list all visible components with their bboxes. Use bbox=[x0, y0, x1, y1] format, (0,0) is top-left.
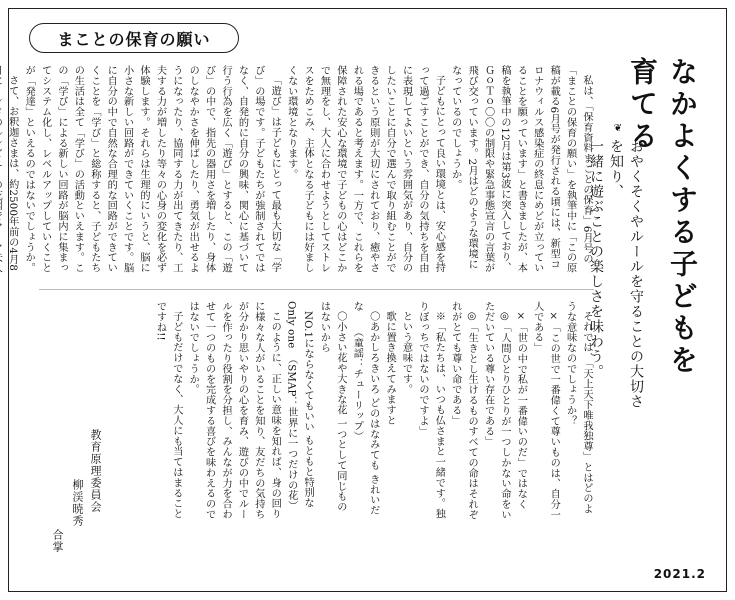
document-page bbox=[8, 8, 727, 592]
flower-sprig-icon: ❦ bbox=[613, 122, 623, 134]
body-paragraph: 私は、「保育資料まことの保育」6月号の「まことの保育の願い」を執筆中に「この原稿が載る6月号が発行される頃には、新型コロナウィルス感染症の終息にめどが立っていることを願っています」と書きましたが、本稿を執筆中の12月は第3波に突入しており、ＧｏＴｏ〇〇の制限や緊急事態宣言の言葉が飛び交っています。2月はどのような環境になっているのでしょうか。 bbox=[449, 65, 592, 273]
body-lower-column bbox=[151, 301, 594, 521]
issue-date: 2021.2 bbox=[653, 567, 706, 581]
signature-organization: 教育原理委員会 bbox=[89, 429, 102, 513]
body-paragraph: 「遊び」は子どもにとって最も大切な「学び」の場です。子どもたちが強制されてではなく、自発的に自分の興味、関心に基づいて行う行為を広く「遊び」とすると、この「遊び」の中で、指先の器用さを増したり、身体のしなやかさを伸ばしたり、勇気が出せるようになったり、協同する力が出てきたり、工夫する力が増したり等々の心身の変化を必ず体験します。それらは生理的にいうと、脳に小さな新しい回路ができていくことです。脳に自分の中で自然な合理的な回路ができていくことを「学び」と総称すると、子どもたちの生活は全て「学び」の活動といえます。この「学び」による新しい回路が脳内に集まってシステム化し、レベルアップしていくことが「発達」といえるのではないでしょうか。 bbox=[23, 65, 281, 273]
body-line: という意味です。 bbox=[400, 311, 412, 395]
body-line: ※「私たちは、いつも仏さまと一緒です。独りぼっちではないのですよ」 bbox=[416, 301, 445, 520]
body-line: ×「世の中で私が一番偉いのだ」ではなく bbox=[515, 311, 527, 510]
body-line: ×「この世で一番偉くて尊いものは、自分一人である」 bbox=[531, 301, 560, 520]
body-paragraph: さて、お釈迦さまは、約2500年前の4月8 bbox=[6, 75, 18, 272]
section-tag bbox=[29, 23, 239, 53]
body-paragraph: 子どもだけでなく、大人にも当てはまることですね!! bbox=[154, 301, 182, 520]
column-divider bbox=[39, 289, 594, 290]
body-upper-column bbox=[6, 65, 594, 275]
page-title: なかよくする子どもを育てる bbox=[626, 57, 699, 377]
signature-author: 柳渓暁秀 bbox=[71, 479, 84, 527]
body-line: 〇あかしろきいろ どのはなみても きれいだな （童謡：チューリップ） bbox=[351, 301, 379, 516]
subtitle bbox=[586, 139, 646, 419]
body-paragraph: 子どもにとって良い環境とは、安心感を持って過ごすことができ、自分の気持ちを自由に表現してよいという雰囲気があり、自分のしたいことに自分で選んで取り組むことができるという原則が大切にされており、癒やされる場であると考えます。一方で、これらを保障された安心な環境で子どもの心はどこかで無理をし、大人に合わせようとしてストレスをためこみ、主体となる子どもには好ましくない環境となります。 bbox=[285, 65, 445, 273]
body-line: ◎「生きとし生けるものすべての命はそれぞれがとても尊い命である」 bbox=[449, 301, 478, 520]
subtitle-line-2: 一緒に遊ぶことの楽しさを味わう。 bbox=[588, 139, 604, 379]
body-line: 歌に置き換えてみますと bbox=[384, 311, 396, 426]
subtitle-line-1: おやくそくやルールを守ることの大切さを知り、 bbox=[608, 139, 644, 409]
body-line: NO.1にならなくてもいい もともと特別なOnly one （SMAP：世界に一つだけの花） bbox=[285, 301, 314, 512]
signature-closing: 合掌 bbox=[51, 529, 64, 553]
body-line: ◎「人間ひとりひとりが一つしかない命をいただいている尊い存在である」 bbox=[482, 301, 510, 520]
body-paragraph: それでは、「天上天下唯我独尊」とはどのような意味なのでしょうか？ bbox=[564, 301, 592, 515]
section-tag-label: まことの保育の願い bbox=[57, 29, 211, 49]
body-paragraph: このように、正しい意味を知れば、身の回りに様々な人がいることを知り、友だちの気持ちが分かり思いやりの心を育み、遊びの中でルールを作ったり役割を分担し、みんなが力を合わせて一つのものを完成する喜びを味わえるのではないでしょうか。 bbox=[187, 301, 281, 520]
body-line: 〇小さい花や大きな花 一つとして同じものはないから bbox=[318, 301, 346, 513]
